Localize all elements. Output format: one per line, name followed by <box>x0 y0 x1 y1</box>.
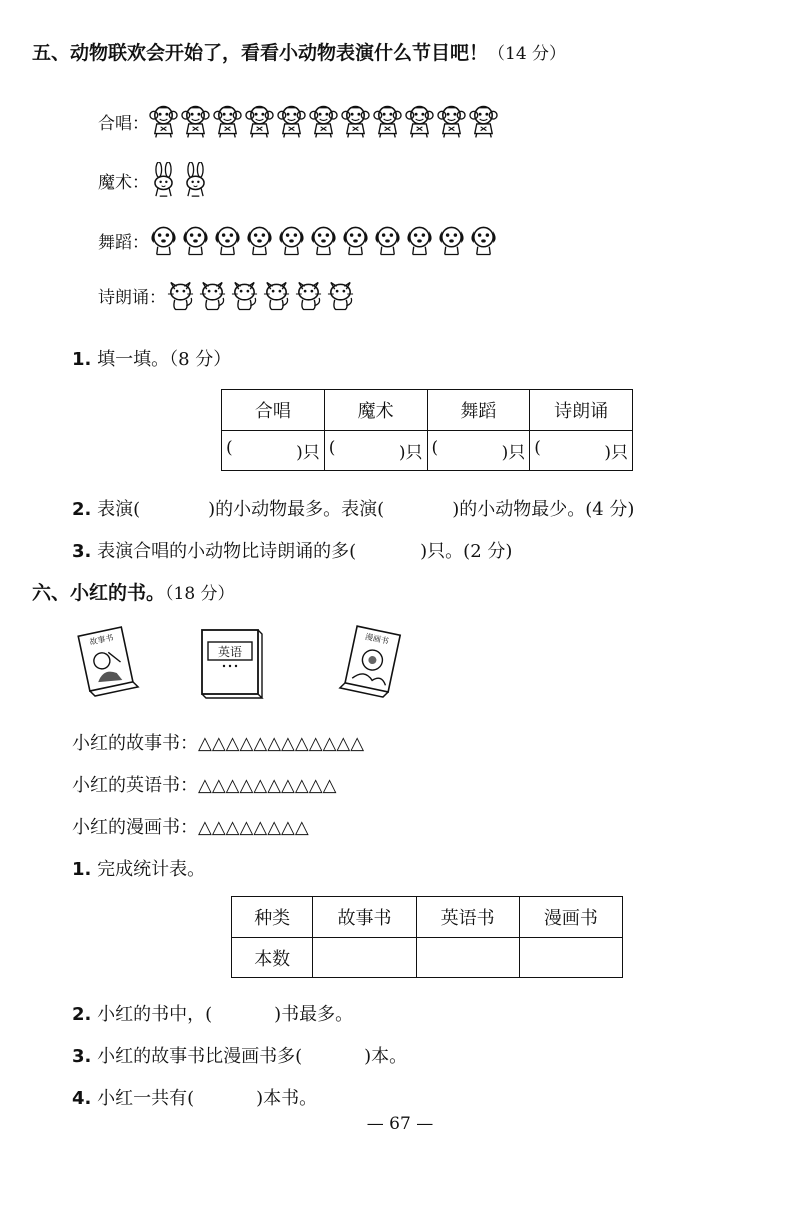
question-number: 1. <box>72 859 92 880</box>
section6-title: 六、小红的书。 <box>32 582 166 604</box>
triangle-tally: △△△△△△△△△△ <box>198 775 337 796</box>
answer-cell[interactable]: ( )只 <box>324 431 427 471</box>
dog-icon <box>373 222 402 258</box>
table-row-label: 本数 <box>232 938 313 978</box>
storybook-cover-icon <box>72 625 140 697</box>
s5-question-3: 3. 表演合唱的小动物比诗朗诵的多( )只。(2 分) <box>72 541 513 562</box>
s6-question-2: 2. 小红的书中，( )书最多。 <box>72 1004 354 1025</box>
s6-question-1 <box>72 855 205 881</box>
english-book-cover-icon <box>196 624 266 700</box>
dog-icon <box>469 222 498 258</box>
section5-title: 五、动物联欢会开始了，看看小动物表演什么节目吧！ <box>32 42 489 64</box>
section6-heading <box>32 578 235 605</box>
page-number: — 67 — <box>366 1114 434 1134</box>
book-line-label: 小红的漫画书： <box>72 817 198 838</box>
cat-icon <box>166 277 195 313</box>
answer-cell[interactable] <box>313 938 416 978</box>
answer-cell[interactable] <box>519 938 622 978</box>
question-number: 2. <box>72 499 92 520</box>
question-text: 完成统计表。 <box>97 859 206 880</box>
dog-icon-group <box>149 222 498 258</box>
dog-icon <box>341 222 370 258</box>
dog-icon <box>181 222 210 258</box>
table-header: 舞蹈 <box>427 390 530 431</box>
animal-row-magic <box>98 162 210 198</box>
table-header: 诗朗诵 <box>530 390 633 431</box>
comic-book-line <box>72 813 309 839</box>
rabbit-icon <box>149 162 178 198</box>
cat-icon <box>294 277 323 313</box>
question-number: 3. <box>72 541 92 562</box>
question-number: 2. <box>72 1004 92 1025</box>
dog-icon <box>149 222 178 258</box>
dog-icon <box>277 222 306 258</box>
triangle-tally: △△△△△△△△△△△△ <box>198 733 365 754</box>
book-line-label: 小红的英语书： <box>72 775 198 796</box>
storybook-line <box>72 729 364 755</box>
animal-row-label: 合唱： <box>98 113 149 134</box>
english-book-line <box>72 771 336 797</box>
section5-heading <box>32 38 566 65</box>
monkey-icon <box>309 103 338 139</box>
question-number: 1. <box>72 349 92 370</box>
question-text: 填一填。 <box>97 349 170 370</box>
monkey-icon <box>277 103 306 139</box>
cat-icon <box>326 277 355 313</box>
question-points: (4 分) <box>585 499 635 520</box>
table-header: 种类 <box>232 897 313 938</box>
monkey-icon <box>213 103 242 139</box>
animal-row-chorus <box>98 103 498 139</box>
comic-book-cover-icon <box>336 624 408 700</box>
monkey-icon-group <box>149 103 498 139</box>
animal-row-label: 舞蹈： <box>98 232 149 253</box>
table-header: 合唱 <box>222 390 325 431</box>
answer-cell[interactable] <box>416 938 519 978</box>
cat-icon <box>262 277 291 313</box>
dog-icon <box>405 222 434 258</box>
animal-row-dance <box>98 222 498 258</box>
book-line-label: 小红的故事书： <box>72 733 198 754</box>
monkey-icon <box>437 103 466 139</box>
table-header: 魔术 <box>324 390 427 431</box>
section5-points: （14 分） <box>488 44 567 64</box>
s6-question-3: 3. 小红的故事书比漫画书多( )本。 <box>72 1046 408 1067</box>
question-number: 3. <box>72 1046 92 1067</box>
cat-icon-group <box>166 277 355 313</box>
section6-points: （18 分） <box>165 584 235 604</box>
chorus-count-table <box>221 389 633 471</box>
animal-row-label: 诗朗诵： <box>98 287 166 308</box>
table-header: 漫画书 <box>519 897 622 938</box>
question-points: (2 分) <box>463 541 513 562</box>
monkey-icon <box>149 103 178 139</box>
monkey-icon <box>405 103 434 139</box>
book-cover-text: 漫画书 <box>364 632 390 646</box>
rabbit-icon-group <box>149 162 210 198</box>
dog-icon <box>309 222 338 258</box>
animal-row-recitation <box>98 277 355 313</box>
animal-row-label: 魔术： <box>98 172 149 193</box>
book-count-table <box>231 896 623 978</box>
rabbit-icon <box>181 162 210 198</box>
monkey-icon <box>373 103 402 139</box>
s5-question-2: 2. 表演( )的小动物最多。表演( )的小动物最少。(4 分) <box>72 499 635 520</box>
answer-cell[interactable]: ( )只 <box>222 431 325 471</box>
dog-icon <box>245 222 274 258</box>
s5-question-1 <box>72 345 231 371</box>
cat-icon <box>230 277 259 313</box>
table-header: 故事书 <box>313 897 416 938</box>
book-cover-text: 英语 <box>217 645 243 659</box>
table-header: 英语书 <box>416 897 519 938</box>
question-points: （8 分） <box>169 349 232 370</box>
question-number: 4. <box>72 1088 92 1109</box>
answer-cell[interactable]: ( )只 <box>427 431 530 471</box>
cat-icon <box>198 277 227 313</box>
book-cover-text: 故事书 <box>88 633 115 647</box>
monkey-icon <box>341 103 370 139</box>
answer-cell[interactable]: ( )只 <box>530 431 633 471</box>
triangle-tally: △△△△△△△△ <box>198 817 309 838</box>
monkey-icon <box>245 103 274 139</box>
s6-question-4: 4. 小红一共有( )本书。 <box>72 1088 318 1109</box>
dog-icon <box>213 222 242 258</box>
monkey-icon <box>469 103 498 139</box>
dog-icon <box>437 222 466 258</box>
monkey-icon <box>181 103 210 139</box>
